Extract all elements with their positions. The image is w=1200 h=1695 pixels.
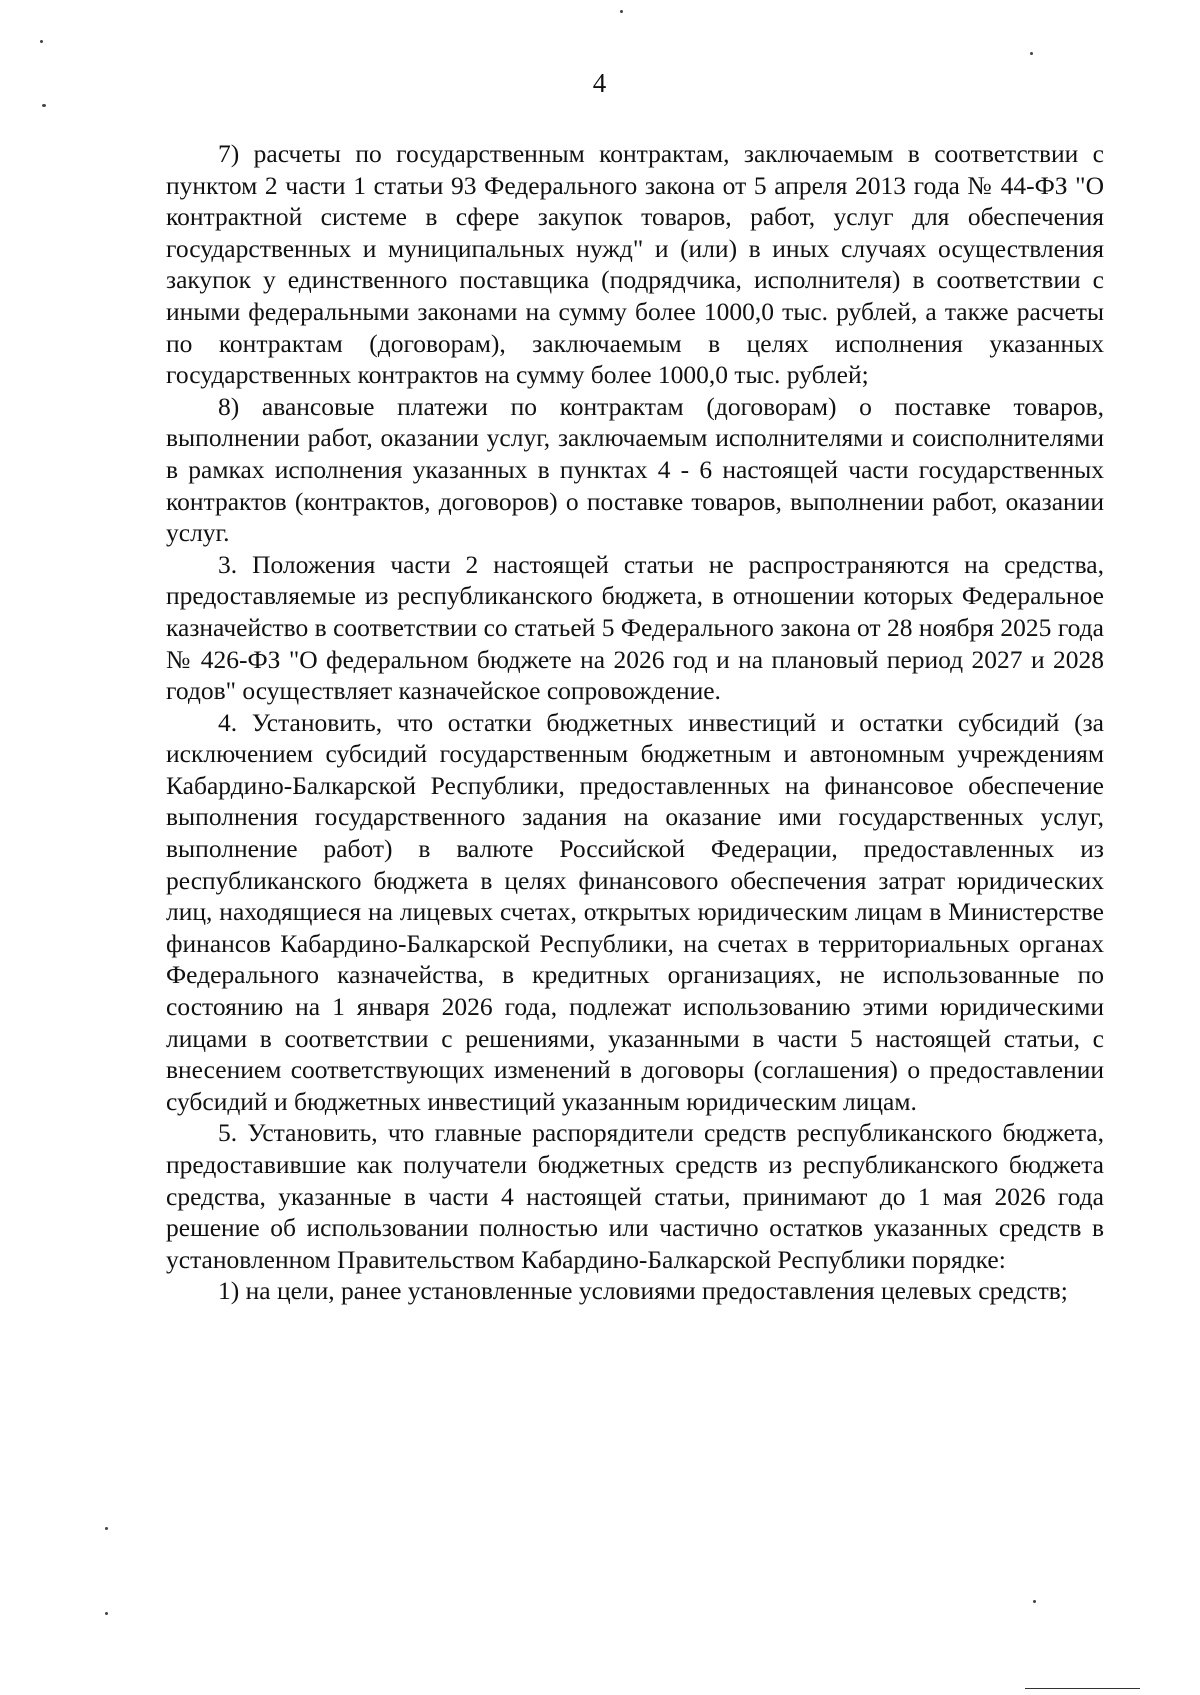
paragraph-item-8: 8) авансовые платежи по контрактам (договорам) о поставке товаров, выполнении работ, оказании услуг, заключаемым исполнителями и соисполнителями в рамках исполнения указанных в пунктах 4 - 6 настоящей части государственных контрактов (контрактов, договоров) о поставке товаров, выполнении работ, оказании услуг. <box>166 391 1104 548</box>
page-number: 4 <box>592 68 608 98</box>
scan-speck <box>105 1527 108 1530</box>
paragraph-part-5: 5. Установить, что главные распорядители средств республиканского бюджета, предоставившие как получатели бюджетных средств из республиканского бюджета средства, указанные в части 4 настоящей статьи, принимают до 1 мая 2026 года решение об использовании полностью или частично остатков указанных средств в установленном Правительством Кабардино-Балкарской Республики порядке: <box>166 1118 1104 1274</box>
paragraph-part-3: 3. Положения части 2 настоящей статьи не распространяются на средства, предоставляемые из республиканского бюджета, в отношении которых Федеральное казначейство в соответствии со статьей 5 Федерального закона от 28 ноября 2025 года № 426-ФЗ "О федеральном бюджете на 2026 год и на плановый период 2027 и 2028 годов" осуществляет казначейское сопровождение. <box>166 549 1104 706</box>
document-body <box>166 138 1104 1307</box>
paragraph-part-4: 4. Установить, что остатки бюджетных инвестиций и остатки субсидий (за исключением субсидий государственным бюджетным и автономным учреждениям Кабардино-Балкарской Республики, предоставленных на финансовое обеспечение выполнения государственного задания на оказание ими государственных услуг, выполнение работ) в валюте Российской Федерации, предоставленных из республиканского бюджета в целях финансового обеспечения затрат юридических лиц, находящиеся на лицевых счетах, открытых юридическим лицам в Министерстве финансов Кабардино-Балкарской Республики, на счетах в территориальных органах Федерального казначейства, в кредитных организациях, не использованные по состоянию на 1 января 2026 года, подлежат использованию этими юридическими лицами в соответствии с решениями, указанными в части 5 настоящей статьи, с внесением соответствующих изменений в договоры (соглашения) о предоставлении субсидий и бюджетных инвестиций указанным юридическим лицам. <box>166 707 1104 1116</box>
scan-speck <box>42 104 46 107</box>
scan-line <box>1025 1688 1140 1689</box>
scan-speck <box>1033 1600 1036 1603</box>
scan-speck <box>40 40 43 43</box>
paragraph-item-7: 7) расчеты по государственным контрактам, заключаемым в соответствии с пунктом 2 части 1 статьи 93 Федерального закона от 5 апреля 2013 года № 44-ФЗ "О контрактной системе в сфере закупок товаров, работ, услуг для обеспечения государственных и муниципальных нужд" и (или) в иных случаях осуществления закупок у единственного поставщика (подрядчика, исполнителя) в соответствии с иными федеральными законами на сумму более 1000,0 тыс. рублей, а также расчеты по контрактам (договорам), заключаемым в целях исполнения указанных государственных контрактов на сумму более 1000,0 тыс. рублей; <box>166 139 1104 390</box>
paragraph-part-5-item-1: 1) на цели, ранее установленные условиями предоставления целевых средств; <box>218 1276 1068 1306</box>
scan-speck <box>620 10 623 13</box>
scan-speck <box>105 1612 108 1615</box>
scan-speck <box>1030 52 1033 55</box>
